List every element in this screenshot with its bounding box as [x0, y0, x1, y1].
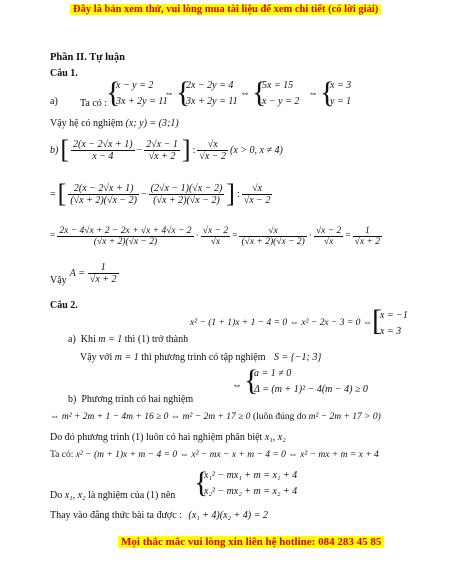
- bracket-open: [: [57, 179, 67, 208]
- fraction: $\frac{2(x - 2√x + 1)}{(√x + 2)(√x - 2)}$: [70, 182, 137, 206]
- q2-b-line2: ⇔ m² + 2m + 1 − 4m + 16 ≥ 0 ⇔ m² − 2m + 17 ≥ 0 (luôn đúng do m² − 2m + 17 > 0): [50, 412, 381, 422]
- q2-a-conclusion: Vậy với m = 1 thì phương trình có tập nghiệm S = {−1; 3}: [80, 352, 322, 363]
- q2-b-sys4: x₂² − mx₂ + m = x₂ + 4: [204, 486, 298, 497]
- fraction: $\frac{√x - 2}{√x}$: [315, 225, 342, 247]
- fraction: $\frac{√x}{(√x + 2)(√x - 2)}$: [241, 225, 305, 247]
- equiv-symbol: ⇔: [232, 380, 242, 391]
- q2-b-line1: b) Phương trình có hai nghiệm: [68, 394, 194, 405]
- sys2-line2: 3x + 2y = 11: [186, 96, 238, 107]
- q2-b-line4: Ta có: x² − (m + 1)x + m − 4 = 0 ⇔ x² − mx − x + m − 4 = 0 ⇔ x² − mx + m = x + 4: [50, 450, 379, 460]
- bracket-close: ]: [181, 135, 191, 164]
- q2-b-line6: Thay vào đẳng thức bài ta được : (x₁ + 4)(x₂ + 4) = 2: [50, 510, 268, 521]
- bottom-banner: Mọi thắc mắc vui lòng xin liên hệ hotline: 084 283 45 85: [118, 536, 384, 548]
- q1-b-label: b): [50, 144, 59, 156]
- section-title: Phần II. Tự luận: [50, 52, 125, 63]
- fraction: $\frac{1}{√x + 2}$: [89, 261, 117, 285]
- fraction: $\frac{1}{√x + 2}$: [354, 225, 380, 247]
- sys4-line1: x = 3: [330, 80, 352, 91]
- system-brace: {: [320, 76, 335, 109]
- equiv-symbol: ⇔: [308, 88, 318, 99]
- fraction: $\frac{√x}{√x - 2}$: [199, 138, 227, 162]
- sys1-line2: 3x + 2y = 11: [116, 96, 168, 107]
- q1-final: Vậy A = $\frac{1}{√x + 2}$: [50, 261, 117, 286]
- fraction: $\frac{2x - 4√x + 2 - 2x + √x + 4√x - 2}{(√x + 2)(√x - 2)}$: [59, 225, 192, 247]
- q2-b-line5: Do x₁, x₂ là nghiệm của (1) nên: [50, 490, 176, 501]
- system-brace: {: [244, 364, 259, 397]
- bracket-brace: [: [372, 304, 382, 337]
- condition: (x > 0, x ≠ 4): [230, 144, 283, 156]
- fraction: $\frac{2(x - 2√x + 1)}{x - 4}$: [73, 138, 133, 162]
- q1-a-conclusion: [50, 118, 179, 129]
- equiv-symbol: ⇔: [164, 88, 174, 99]
- conclusion-math: (x; y) = (3;1): [125, 118, 179, 129]
- fraction: $\frac{(2√x - 1)(√x - 2)}{(√x + 2)(√x - 2)}$: [150, 182, 223, 206]
- bracket-open: [: [60, 135, 70, 164]
- conclusion-text: Vậy hệ có nghiệm: [50, 118, 124, 129]
- fraction: $\frac{√x - 2}{√x}$: [202, 225, 229, 247]
- q1-b-line3: = $\frac{2x - 4√x + 2 - 2x + √x + 4√x - 2}{(√x + 2)(√x - 2)}$ · $\frac{√x - 2}{√x}$ = $\frac{√x}{(√x + 2)(√x - 2)}$ · $\frac{√x - 2}{√x}$ = $\frac{1}{√x + 2}$: [50, 225, 380, 247]
- top-banner: Đây là bản xem thử, vui lòng mua tài liệu để xem chi tiết (có lời giải): [70, 4, 381, 15]
- system-brace: {: [176, 76, 191, 109]
- q1-title: Câu 1.: [50, 68, 78, 79]
- sys1-line1: x − y = 2: [116, 80, 154, 91]
- q2-a-sol1: x = −1: [380, 310, 408, 321]
- sys3-line1: 5x = 15: [262, 80, 294, 91]
- q2-b-sys2: Δ = (m + 1)² − 4(m − 4) ≥ 0: [254, 384, 368, 395]
- system-brace: {: [252, 76, 267, 109]
- q1-a-label: a): [50, 96, 58, 107]
- sys2-line1: 2x − 2y = 4: [186, 80, 234, 91]
- q1-a-intro: Ta có :: [80, 98, 108, 109]
- system-brace: {: [194, 466, 209, 499]
- q2-b-sys1: a = 1 ≠ 0: [254, 368, 292, 379]
- q2-title: Câu 2.: [50, 300, 78, 311]
- q1-b-line1: b) [ $\frac{2(x - 2√x + 1)}{x - 4}$ − $\frac{2√x - 1}{√x + 2}$ ] : $\frac{√x}{√x - 2}$ (x > 0, x ≠ 4): [50, 135, 283, 164]
- q1-b-line2: = [ $\frac{2(x - 2√x + 1)}{(√x + 2)(√x - 2)}$ − $\frac{(2√x - 1)(√x - 2)}{(√x + 2)(√x - 2)}$ ] : $\frac{√x}{√x - 2}$: [50, 179, 271, 208]
- system-brace: {: [106, 76, 121, 109]
- equiv-symbol: ⇔: [240, 88, 250, 99]
- q2-b-sys3: x₁² − mx₁ + m = x₁ + 4: [204, 470, 298, 481]
- q2-a-line: a) Khi m = 1 thì (1) trở thành: [68, 334, 189, 345]
- sys4-line2: y = 1: [330, 96, 352, 107]
- fraction: $\frac{2√x - 1}{√x + 2}$: [146, 138, 178, 162]
- q2-a-equation: x² − (1 + 1)x + 1 − 4 = 0 ⇔ x² − 2x − 3 = 0 ⇔: [190, 318, 373, 328]
- final-text: Vậy: [50, 274, 67, 286]
- q2-a-sol2: x = 3: [380, 326, 402, 337]
- bracket-close: ]: [226, 179, 235, 208]
- q2-b-line3: Do đó phương trình (1) luôn có hai nghiệm phân biệt x₁, x₂: [50, 432, 286, 443]
- fraction: $\frac{√x}{√x - 2}$: [243, 182, 271, 206]
- sys3-line2: x − y = 2: [262, 96, 300, 107]
